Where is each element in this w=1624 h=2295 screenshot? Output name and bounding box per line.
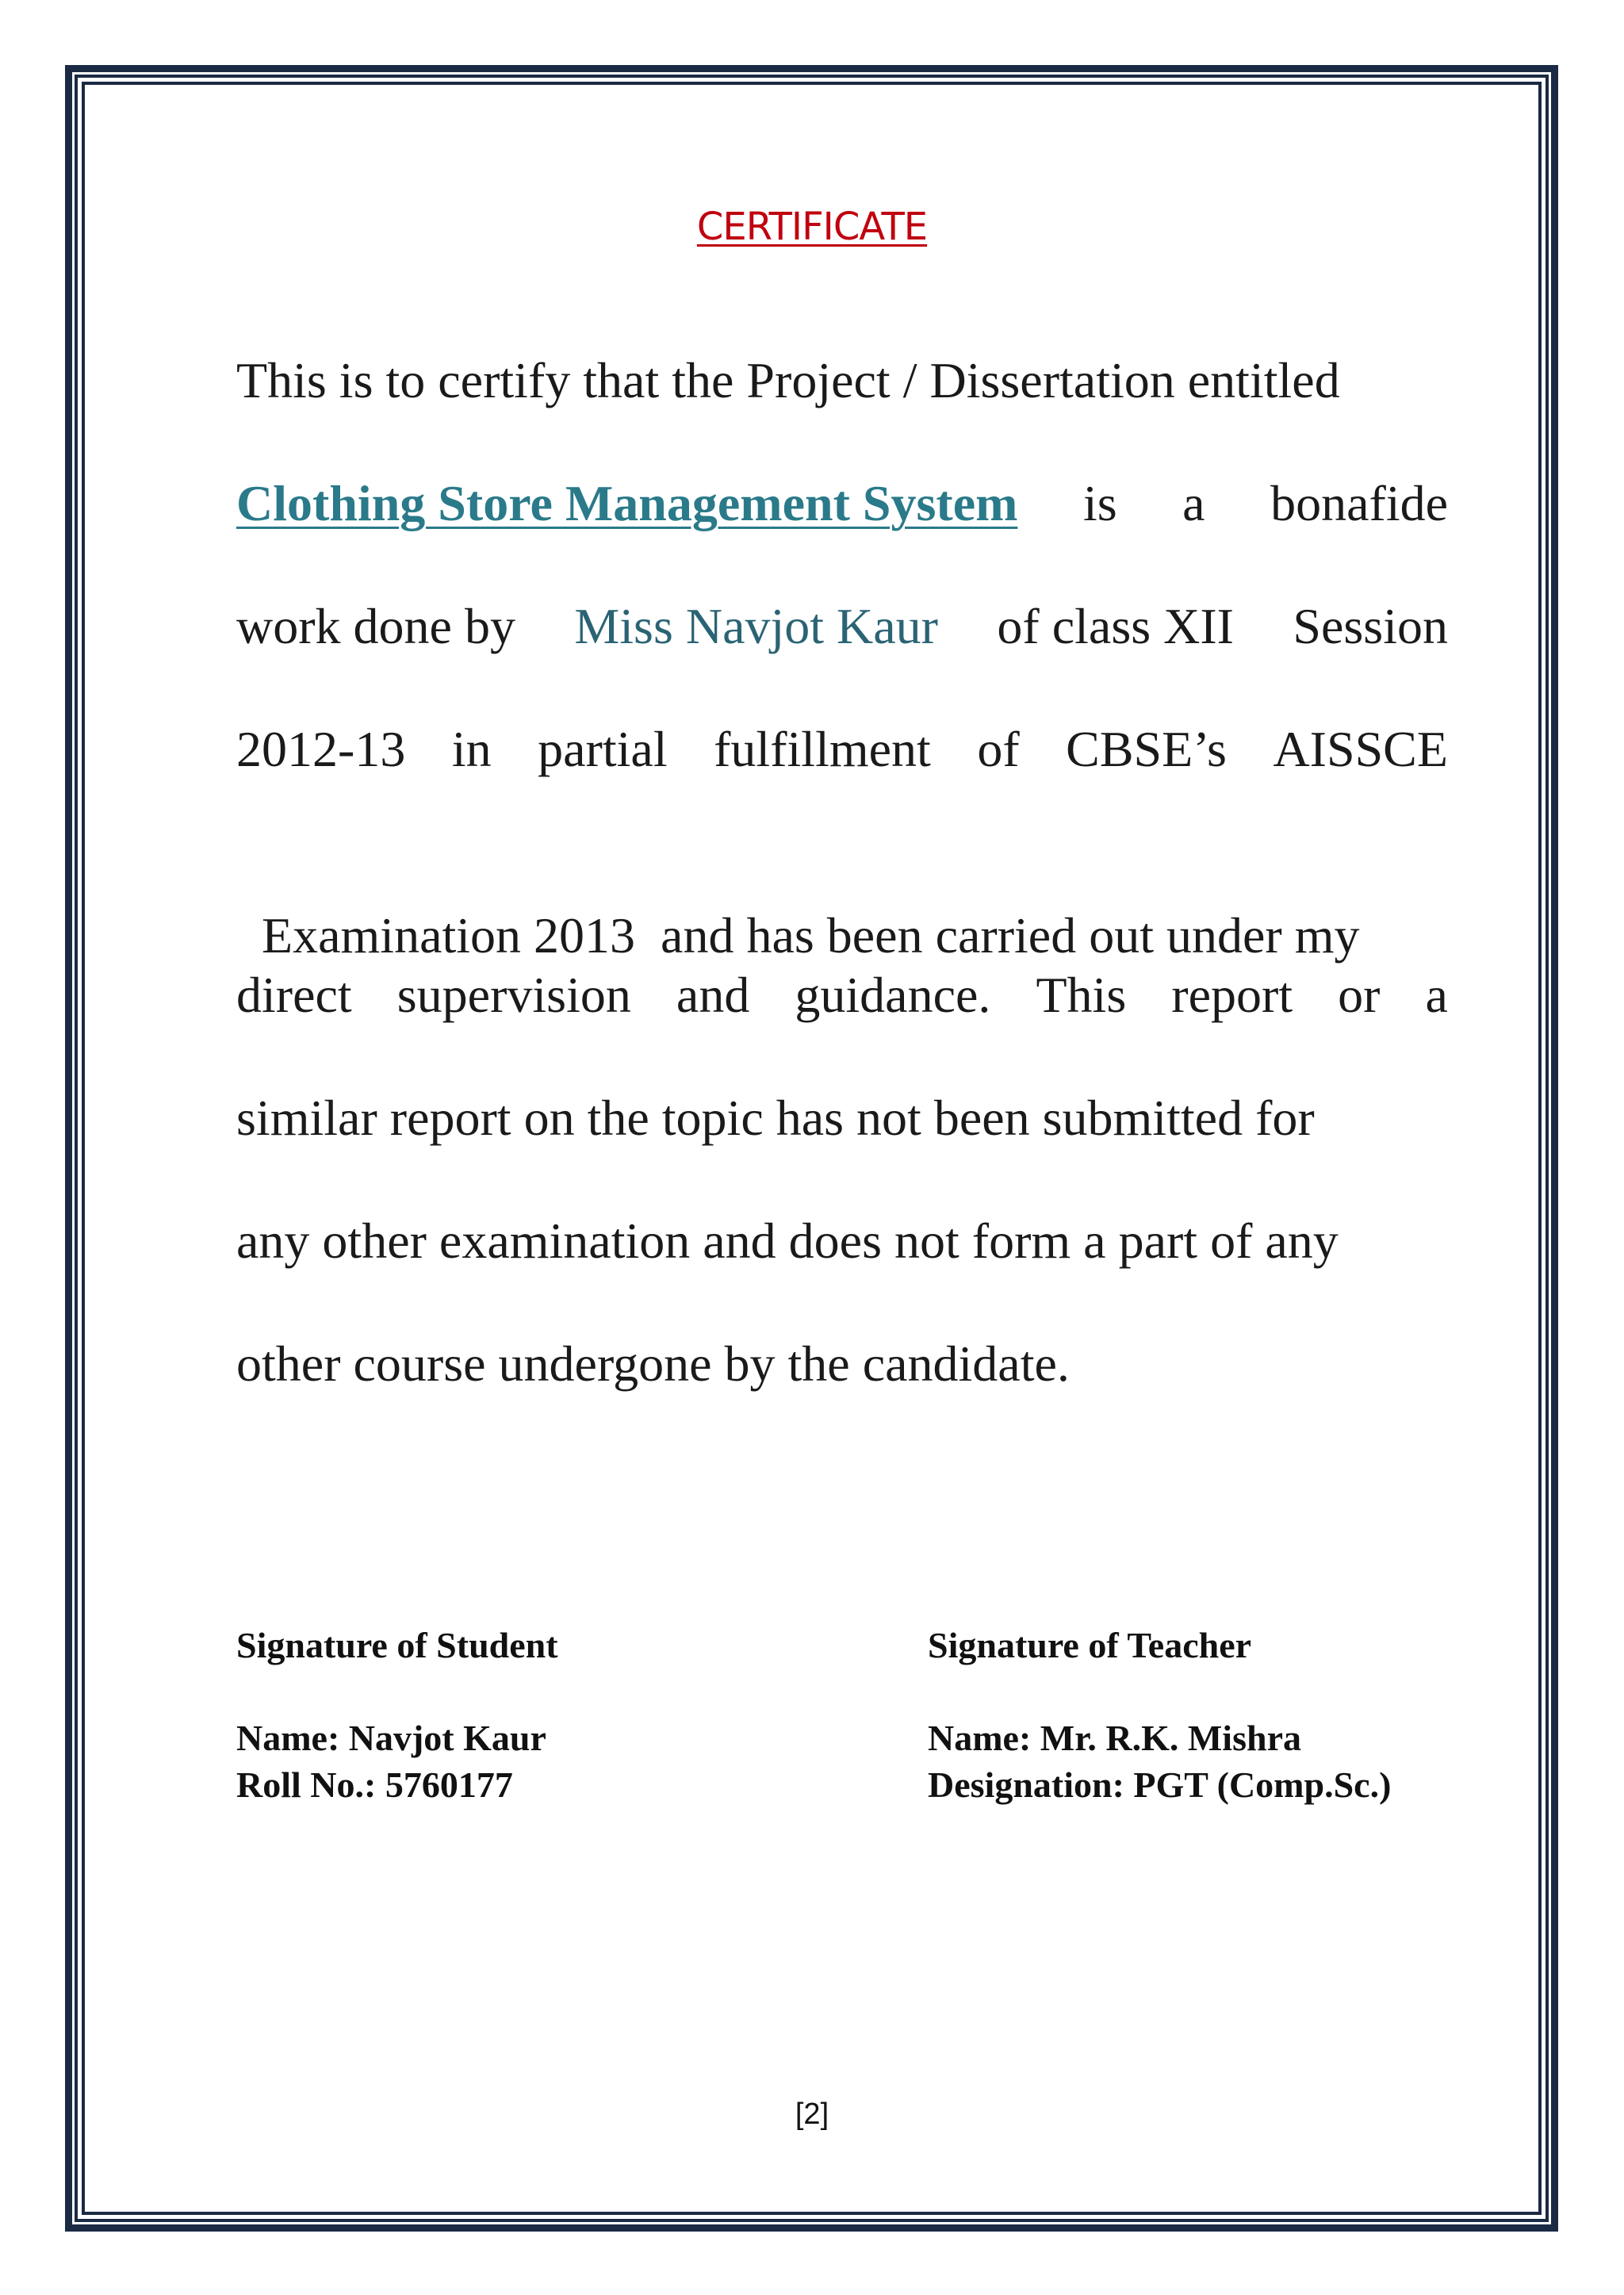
word: 2012-13 xyxy=(236,721,406,777)
body-line-3 xyxy=(236,595,1448,658)
body-line-1-text: This is to certify that the Project / Dissertation entitled xyxy=(236,352,1340,408)
student-roll-number: Roll No.: 5760177 xyxy=(236,1764,513,1805)
word: fulfillment xyxy=(714,721,931,777)
body-line-2 xyxy=(236,472,1448,535)
project-title: Clothing Store Management System xyxy=(236,475,1018,531)
teacher-name: Name: Mr. R.K. Mishra xyxy=(928,1718,1301,1758)
body-line-5-text: Examination 2013 and has been carried out under my xyxy=(262,907,1360,964)
word: partial xyxy=(538,721,668,777)
body-line-4 xyxy=(236,718,1448,781)
word: AISSCE xyxy=(1273,721,1448,777)
word: of xyxy=(977,721,1020,777)
student-name-inline: Miss Navjot Kaur xyxy=(574,598,938,654)
word: guidance. xyxy=(795,967,991,1023)
word: CBSE’s xyxy=(1066,721,1227,777)
word: a xyxy=(1425,967,1448,1023)
student-name: Name: Navjot Kaur xyxy=(236,1718,546,1758)
word: a xyxy=(1182,475,1205,531)
body-line-3-prefix: work done by xyxy=(236,598,515,654)
body-line-1 xyxy=(236,349,1448,412)
page-number: [2] xyxy=(795,2098,829,2131)
student-signature-label: Signature of Student xyxy=(236,1625,558,1665)
body-line-7-text: similar report on the topic has not been submitted for xyxy=(236,1090,1315,1146)
body-line-9-text: other course undergone by the candidate. xyxy=(236,1335,1070,1392)
body-line-8-text: any other examination and does not form a part of any xyxy=(236,1213,1339,1269)
body-line-9 xyxy=(236,1332,1448,1396)
body-line-7 xyxy=(236,1086,1448,1150)
word: is xyxy=(1082,475,1117,531)
word: This xyxy=(1036,967,1127,1023)
teacher-designation: Designation: PGT (Comp.Sc.) xyxy=(928,1764,1392,1805)
word: bonafide xyxy=(1270,475,1448,531)
word: or xyxy=(1338,967,1381,1023)
word: report xyxy=(1171,967,1293,1023)
teacher-signature-label: Signature of Teacher xyxy=(928,1625,1252,1665)
body-line-5 xyxy=(236,841,1448,967)
body-line-8 xyxy=(236,1209,1448,1273)
word: and xyxy=(676,967,750,1023)
body-line-3-mid: of class XII xyxy=(997,598,1234,654)
word: in xyxy=(451,721,492,777)
word: direct xyxy=(236,967,352,1023)
certificate-title: CERTIFICATE xyxy=(696,205,928,249)
body-line-6 xyxy=(236,964,1448,1027)
body-line-3-end: Session xyxy=(1293,598,1448,654)
word: supervision xyxy=(396,967,631,1023)
